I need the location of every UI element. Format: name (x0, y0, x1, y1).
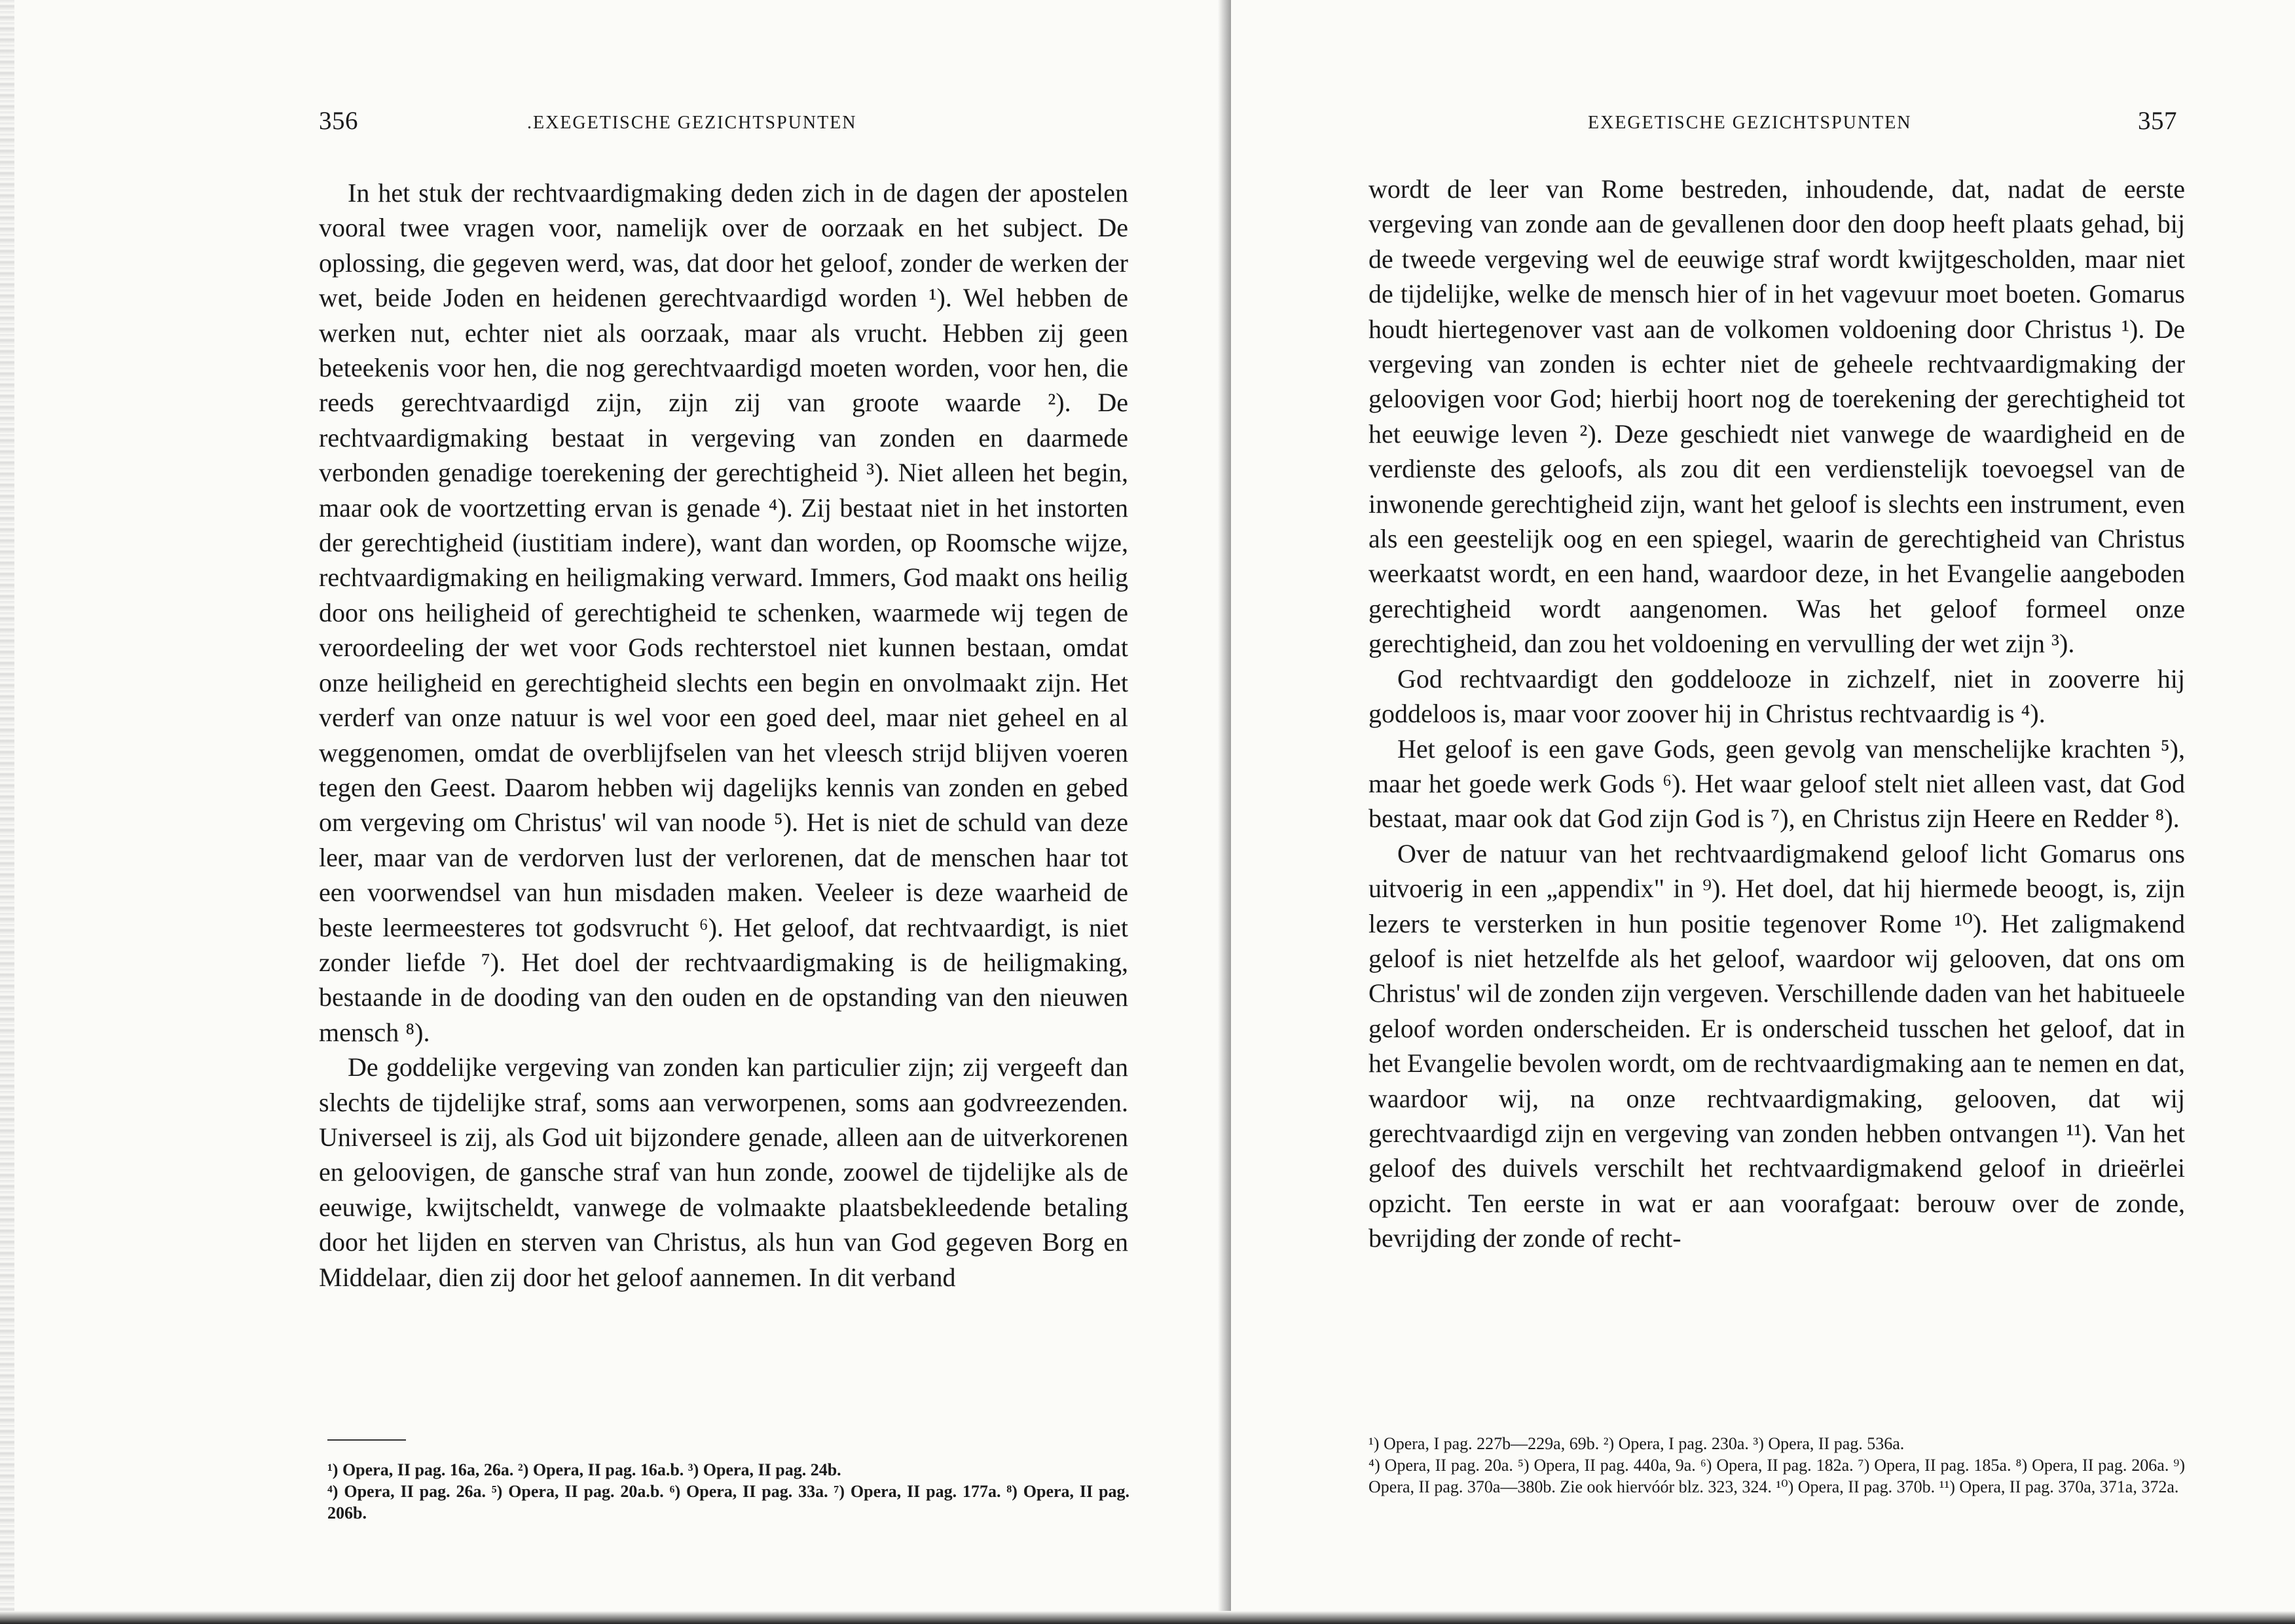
body-text (1368, 172, 2185, 1256)
page-number: 357 (2138, 107, 2177, 135)
footnotes (1368, 1433, 2185, 1498)
footnotes (327, 1459, 1129, 1524)
footnote-rule (327, 1439, 406, 1441)
paragraph: De goddelijke vergeving van zonden kan particulier zijn; zij vergeeft dan slechts de tijdelijke straf, soms aan verworpenen, soms aan godvreezenden. Universeel is zij, als God uit bijzondere genade, alleen aan de uitverkorenen en geloovigen, de gansche straf van hun zonde, zoowel de tijdelijke als de eeuwige, kwijtscheldt, vanwege de volmaakte plaatsbekleedende betaling door het lijden en sterven van Christus, als hun van God gegeven Borg en Middelaar, dien zij door het geloof aannemen. In dit verband (319, 1052, 1128, 1292)
paragraph: In het stuk der rechtvaardigmaking deden zich in de dagen der apostelen vooral twee vragen voor, namelijk over de oorzaak en het subject. De oplossing, die gegeven werd, was, dat door het geloof, zonder de werken der wet, beide Joden en heidenen gerechtvaardigd worden ¹). Wel hebben de werken nut, echter niet als oorzaak, maar als vrucht. Hebben zij geen beteekenis voor hen, die nog gerechtvaardigd moeten worden, voor hen, die reeds gerechtvaardigd zijn, zijn zij van groote waarde ²). De rechtvaardigmaking bestaat in vergeving van zonden en daarmede verbonden genadige toerekening der gerechtigheid ³). Niet alleen het begin, maar ook de voortzetting ervan is genade ⁴). Zij bestaat niet in het instorten der gerechtigheid (iustitiam indere), want dan worden, op Roomsche wijze, rechtvaardigmaking en heiligmaking verward. Immers, God maakt ons heilig door ons heiligheid of gerechtigheid te schenken, waarmede wij tegen de veroordeeling der wet voor Gods rechterstoel niet kunnen bestaan, omdat onze heiligheid en gerechtigheid slechts een begin en onvolmaakt zijn. Het verderf van onze natuur is wel voor een goed deel, maar niet geheel en al weggenomen, omdat de overblijfselen van het vleesch strijd blijven voeren tegen den Geest. Daarom hebben wij dagelijks kennis van zonden en gebed om vergeving om Christus' wil van noode ⁵). Het is niet de schuld van deze leer, maar van de verdorven lust der verlorenen, dat de menschen haar tot een voorwendsel van hun misdaden maken. Veeleer is deze waarheid de beste leermeesteres tot godsvrucht ⁶). Het geloof, dat rechtvaardigt, is niet zonder liefde ⁷). Het doel der rechtvaardigmaking is de heiligmaking, bestaande in de dooding van den ouden en de opstanding van den nieuwen mensch ⁸). (319, 178, 1128, 1047)
running-head: EXEGETISCHE GEZICHTSPUNTEN (1588, 113, 1912, 133)
body-text (319, 175, 1128, 1295)
page-edge-shadow (0, 0, 14, 1624)
footnote-line: ⁴) Opera, II pag. 20a. ⁵) Opera, II pag. 440a, 9a. ⁶) Opera, II pag. 182a. ⁷) Opera, II pag. 185a. ⁸) Opera, II pag. 206a. ⁹) Opera, II pag. 370a—380b. Zie ook hiervóór blz. 323, 324. ¹⁰) Opera, II pag. 370b. ¹¹) Opera, II pag. 370a, 371a, 372a. (1368, 1456, 2185, 1496)
footnote-line: ¹) Opera, I pag. 227b—229a, 69b. ²) Opera, I pag. 230a. ³) Opera, II pag. 536a. (1368, 1434, 1905, 1453)
paragraph: wordt de leer van Rome bestreden, inhoudende, dat, nadat de eerste vergeving van zonde aan de gevallenen door den doop heeft plaats gehad, bij de tweede vergeving wel de eeuwige straf wordt kwijtgescholden, maar niet de tijdelijke, welke de mensch hier of in het vagevuur moet boeten. Gomarus houdt hiertegenover vast aan de volkomen voldoening door Christus ¹). De vergeving van zonden is echter niet de geheele rechtvaardigmaking der geloovigen voor God; hierbij hoort nog de toerekening der gerechtigheid tot het eeuwige leven ²). Deze geschiedt niet vanwege de waardigheid en de verdienste des geloofs, als zou dit een verdienstelijk toevoegsel van de inwonende gerechtigheid zijn, want het geloof is slechts een instrument, even als een geestelijk oog en een spiegel, waarin de gerechtigheid van Christus weerkaatst wordt, en een hand, waardoor deze, in het Evangelie aangeboden gerechtigheid wordt aangenomen. Was het geloof formeel onze gerechtigheid, dan zou het voldoening en vervulling der wet zijn ³). (1368, 174, 2185, 659)
footnote-line: ¹) Opera, II pag. 16a, 26a. ²) Opera, II pag. 16a.b. ³) Opera, II pag. 24b. (327, 1460, 841, 1479)
paragraph: Over de natuur van het rechtvaardigmakend geloof licht Gomarus ons uitvoerig in een „appendix" in ⁹). Het doel, dat hij hiermede beoogt, is, zijn lezers te versterken in hun positie tegenover Rome ¹⁰). Het zaligmakend geloof is niet hetzelfde als het geloof, waardoor wij gelooven, dat ons om Christus' wil de zonden zijn vergeven. Verschillende daden van het habitueele geloof worden onderscheiden. Er is onderscheid tusschen het geloof, dat in het Evangelie bevolen wordt, om de rechtvaardigmaking aan te nemen en dat, waardoor wij, na onze rechtvaardigmaking, gelooven, dat wij gerechtvaardigd zijn en vergeving van zonden hebben ontvangen ¹¹). Van het geloof des duivels verschilt het rechtvaardigmakend geloof in drieërlei opzicht. Ten eerste in wat er aan voorafgaat: berouw over de zonde, bevrijding der zonde of recht- (1368, 838, 2185, 1253)
right-page (1231, 0, 2295, 1624)
page-bottom-edge (0, 1611, 2295, 1624)
paragraph: God rechtvaardigt den goddelooze in zichzelf, niet in zooverre hij goddeloos is, maar voor zoover hij in Christus rechtvaardig is ⁴). (1368, 663, 2185, 729)
footnote-line: ⁴) Opera, II pag. 26a. ⁵) Opera, II pag. 20a.b. ⁶) Opera, II pag. 33a. ⁷) Opera, II pag. 177a. ⁸) Opera, II pag. 206b. (327, 1482, 1129, 1522)
running-head: .EXEGETISCHE GEZICHTSPUNTEN (527, 113, 857, 133)
page-number: 356 (319, 107, 358, 135)
paragraph: Het geloof is een gave Gods, geen gevolg van menschelijke krachten ⁵), maar het goede werk Gods ⁶). Het waar geloof stelt niet alleen vast, dat God bestaat, maar ook dat God zijn God is ⁷), en Christus zijn Heere en Redder ⁸). (1368, 733, 2185, 834)
